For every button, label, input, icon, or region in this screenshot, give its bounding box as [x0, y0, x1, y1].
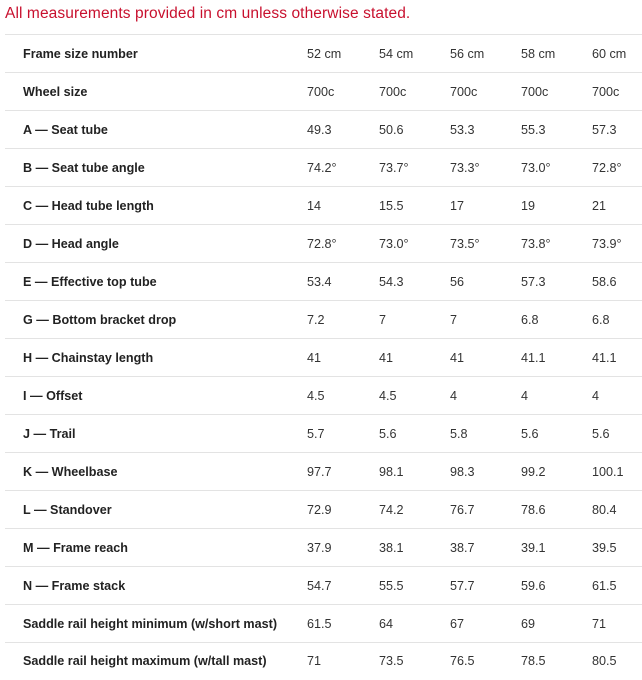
table-cell: 4	[521, 388, 529, 403]
table-cell: 700c	[521, 84, 549, 99]
table-cell: 19	[521, 198, 536, 213]
table-cell: 58.6	[592, 274, 617, 289]
table-cell: 57.7	[450, 578, 475, 593]
table-cell: 72.8°	[592, 160, 622, 175]
table-cell: 4	[592, 388, 600, 403]
table-cell: 61.5	[592, 578, 617, 593]
table-cell: 41.1	[592, 350, 617, 365]
table-row	[5, 377, 642, 415]
table-cell: 15.5	[379, 198, 404, 213]
table-row	[5, 453, 642, 491]
table-cell: 57.3	[521, 274, 546, 289]
table-cell: 80.4	[592, 502, 617, 517]
table-cell: 39.1	[521, 540, 546, 555]
table-row	[5, 567, 642, 605]
table-cell: 7	[450, 312, 458, 327]
table-cell: 73.5°	[450, 236, 480, 251]
table-cell: 58 cm	[521, 46, 556, 61]
table-cell: 49.3	[307, 122, 332, 137]
table-cell: 700c	[307, 84, 335, 99]
table-cell: 7	[379, 312, 387, 327]
table-row	[5, 605, 642, 643]
table-cell: 74.2	[379, 502, 404, 517]
table-row	[5, 225, 642, 263]
table-cell: 700c	[379, 84, 407, 99]
table-row	[5, 643, 642, 680]
table-cell: 69	[521, 616, 536, 631]
table-cell: 41	[307, 350, 322, 365]
table-cell: 80.5	[592, 654, 617, 669]
table-cell: 61.5	[307, 616, 332, 631]
table-cell: 73.7°	[379, 160, 409, 175]
table-cell: 60 cm	[592, 46, 627, 61]
table-row	[5, 301, 642, 339]
table-cell: 98.3	[450, 464, 475, 479]
geometry-table-body	[5, 35, 642, 680]
table-cell: 38.1	[379, 540, 404, 555]
table-cell: 73.8°	[521, 236, 551, 251]
table-cell: 73.9°	[592, 236, 622, 251]
table-cell: 6.8	[521, 312, 539, 327]
table-cell: 56 cm	[450, 46, 485, 61]
table-row	[5, 529, 642, 567]
row-label: E — Effective top tube	[23, 274, 157, 289]
table-row	[5, 491, 642, 529]
table-cell: 52 cm	[307, 46, 342, 61]
table-row	[5, 149, 642, 187]
table-cell: 73.0°	[379, 236, 409, 251]
table-cell: 700c	[450, 84, 478, 99]
row-label: Saddle rail height maximum (w/tall mast)	[23, 654, 267, 669]
table-cell: 5.6	[592, 426, 610, 441]
table-cell: 54.3	[379, 274, 404, 289]
table-cell: 73.3°	[450, 160, 480, 175]
table-cell: 76.7	[450, 502, 475, 517]
table-row	[5, 35, 642, 73]
table-cell: 37.9	[307, 540, 332, 555]
table-cell: 14	[307, 198, 322, 213]
table-cell: 38.7	[450, 540, 475, 555]
table-row	[5, 415, 642, 453]
table-cell: 72.9	[307, 502, 332, 517]
table-cell: 4	[450, 388, 458, 403]
row-label: L — Standover	[23, 502, 112, 517]
table-cell: 73.5	[379, 654, 404, 669]
row-label: C — Head tube length	[23, 198, 154, 213]
row-label: B — Seat tube angle	[23, 160, 145, 175]
table-cell: 71	[592, 616, 607, 631]
table-cell: 5.6	[521, 426, 539, 441]
table-cell: 6.8	[592, 312, 610, 327]
table-cell: 71	[307, 654, 322, 669]
table-cell: 64	[379, 616, 394, 631]
row-label: D — Head angle	[23, 236, 119, 251]
table-cell: 41	[450, 350, 465, 365]
table-cell: 700c	[592, 84, 620, 99]
table-cell: 5.7	[307, 426, 325, 441]
table-cell: 54.7	[307, 578, 332, 593]
table-cell: 59.6	[521, 578, 546, 593]
table-cell: 76.5	[450, 654, 475, 669]
table-cell: 4.5	[379, 388, 397, 403]
table-cell: 41.1	[521, 350, 546, 365]
table-cell: 99.2	[521, 464, 546, 479]
table-cell: 5.8	[450, 426, 468, 441]
table-cell: 50.6	[379, 122, 404, 137]
measurement-note: All measurements provided in cm unless otherwise stated.	[5, 5, 411, 22]
table-cell: 4.5	[307, 388, 325, 403]
table-cell: 73.0°	[521, 160, 551, 175]
table-row	[5, 73, 642, 111]
table-cell: 72.8°	[307, 236, 337, 251]
table-cell: 55.5	[379, 578, 404, 593]
row-label: Saddle rail height minimum (w/short mast)	[23, 616, 278, 631]
table-cell: 5.6	[379, 426, 397, 441]
table-cell: 53.3	[450, 122, 475, 137]
table-cell: 54 cm	[379, 46, 414, 61]
table-cell: 41	[379, 350, 394, 365]
row-label: I — Offset	[23, 388, 83, 403]
row-label: A — Seat tube	[23, 122, 108, 137]
table-row	[5, 263, 642, 301]
geometry-table	[5, 34, 642, 680]
table-cell: 39.5	[592, 540, 617, 555]
row-label: H — Chainstay length	[23, 350, 154, 365]
row-label: J — Trail	[23, 426, 76, 441]
row-label: M — Frame reach	[23, 540, 128, 555]
row-label: N — Frame stack	[23, 578, 126, 593]
table-cell: 100.1	[592, 464, 624, 479]
row-label: Frame size number	[23, 46, 138, 61]
row-label: K — Wheelbase	[23, 464, 118, 479]
table-cell: 97.7	[307, 464, 332, 479]
table-row	[5, 187, 642, 225]
table-cell: 74.2°	[307, 160, 337, 175]
table-cell: 57.3	[592, 122, 617, 137]
table-cell: 7.2	[307, 312, 325, 327]
table-cell: 78.6	[521, 502, 546, 517]
table-cell: 55.3	[521, 122, 546, 137]
table-cell: 67	[450, 616, 465, 631]
row-label: Wheel size	[23, 84, 88, 99]
table-cell: 98.1	[379, 464, 404, 479]
table-cell: 78.5	[521, 654, 546, 669]
table-cell: 17	[450, 198, 465, 213]
table-row	[5, 111, 642, 149]
table-row	[5, 339, 642, 377]
row-label: G — Bottom bracket drop	[23, 312, 177, 327]
table-cell: 21	[592, 198, 607, 213]
table-cell: 56	[450, 274, 465, 289]
table-cell: 53.4	[307, 274, 332, 289]
